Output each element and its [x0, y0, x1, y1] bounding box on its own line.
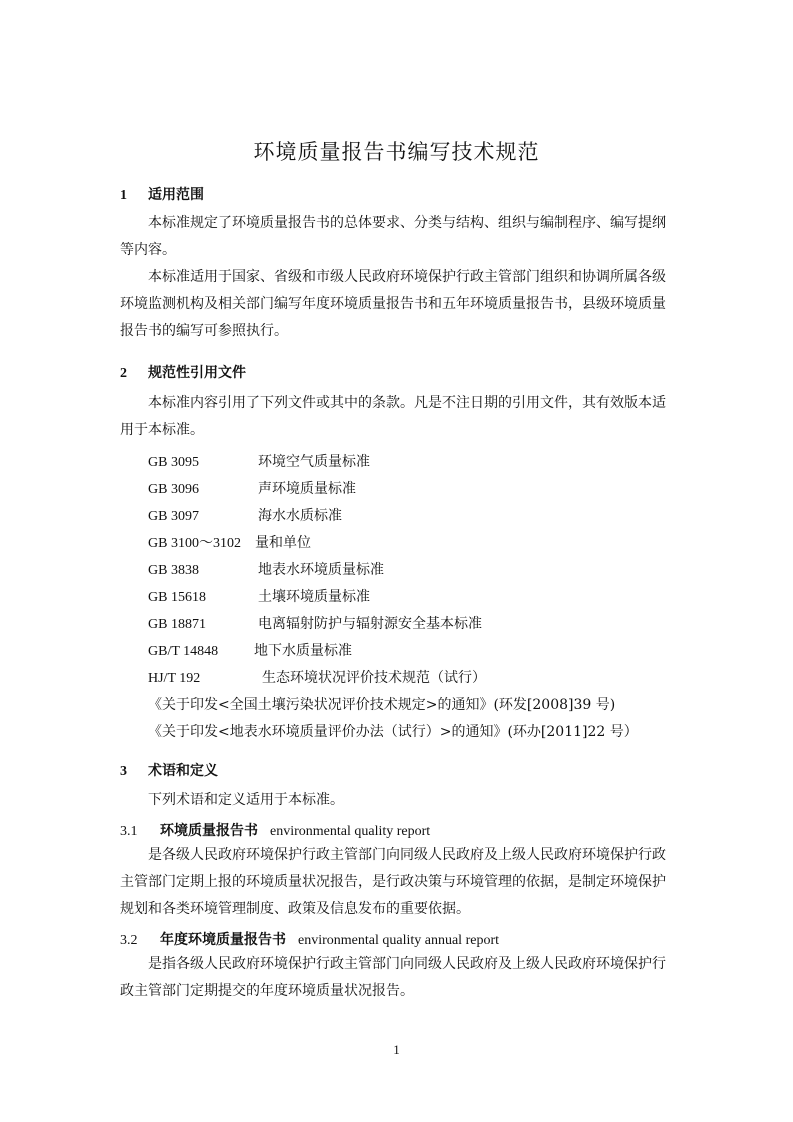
term-number: 3.2 [120, 933, 138, 948]
reference-name: 地下水质量标准 [254, 643, 352, 659]
section-number: 1 [120, 188, 127, 203]
paragraph: 本标准内容引用了下列文件或其中的条款。凡是不注日期的引用文件，其有效版本适用于本标准。 [120, 395, 666, 438]
reference-document: 《关于印发<全国土壤污染状况评价技术规定>的通知》(环发[2008]39 号) [148, 697, 616, 713]
page-title: 环境质量报告书编写技术规范 [253, 140, 540, 164]
reference-item [148, 613, 482, 633]
term-chinese: 年度环境质量报告书 [160, 932, 286, 948]
reference-name: 声环境质量标准 [258, 481, 356, 497]
reference-item [148, 505, 342, 525]
reference-item [148, 532, 311, 552]
term-heading [120, 820, 430, 840]
reference-document: 《关于印发<地表水环境质量评价办法（试行）>的通知》(环办[2011]22 号） [148, 724, 638, 740]
term-definition: 是各级人民政府环境保护行政主管部门向同级人民政府及上级人民政府环境保护行政主管部门定期上报的环境质量状况报告，是行政决策与环境管理的依据，是制定环境保护规划和各类环境管理制度、政策及信息发布的重要依据。 [120, 847, 666, 917]
term-number: 3.1 [120, 824, 138, 839]
reference-code: HJ/T 192 [148, 671, 201, 686]
term-definition: 是指各级人民政府环境保护行政主管部门向同级人民政府及上级人民政府环境保护行政主管部门定期提交的年度环境质量状况报告。 [120, 956, 666, 999]
reference-code: GB 18871 [148, 617, 206, 632]
reference-name: 海水水质标准 [258, 508, 342, 524]
section-number: 3 [120, 764, 127, 779]
reference-item [148, 667, 486, 687]
reference-code: GB 3097 [148, 509, 199, 524]
reference-code: GB 3838 [148, 563, 199, 578]
section-heading-3 [120, 760, 218, 780]
term-english: environmental quality report [270, 824, 431, 839]
section-title: 术语和定义 [148, 763, 218, 779]
paragraph: 下列术语和定义适用于本标准。 [148, 792, 344, 808]
reference-item [148, 478, 356, 498]
reference-code: GB 15618 [148, 590, 206, 605]
section-title: 规范性引用文件 [148, 365, 246, 381]
reference-name: 电离辐射防护与辐射源安全基本标准 [258, 616, 482, 632]
reference-name: 地表水环境质量标准 [258, 562, 384, 578]
reference-name: 环境空气质量标准 [258, 454, 370, 470]
reference-code: GB 3096 [148, 482, 199, 497]
reference-item [148, 451, 370, 471]
reference-item [148, 586, 370, 606]
term-heading [120, 929, 499, 949]
reference-name: 土壤环境质量标准 [258, 589, 370, 605]
reference-item [148, 559, 384, 579]
term-chinese: 环境质量报告书 [160, 823, 258, 839]
paragraph: 本标准规定了环境质量报告书的总体要求、分类与结构、组织与编制程序、编写提纲等内容。 [120, 215, 666, 258]
section-number: 2 [120, 366, 127, 381]
term-english: environmental quality annual report [298, 933, 499, 948]
section-title: 适用范围 [148, 187, 204, 203]
section-heading-1 [120, 184, 204, 204]
reference-code: GB 3095 [148, 455, 199, 470]
reference-name: 生态环境状况评价技术规范（试行） [262, 670, 486, 686]
reference-code: GB 3100～3102 [148, 536, 241, 551]
section-heading-2 [120, 362, 246, 382]
reference-code: GB/T 14848 [148, 644, 219, 659]
page-number: 1 [393, 1042, 400, 1057]
paragraph: 本标准适用于国家、省级和市级人民政府环境保护行政主管部门组织和协调所属各级环境监测机构及相关部门编写年度环境质量报告书和五年环境质量报告书，县级环境质量报告书的编写可参照执行。 [120, 269, 666, 339]
reference-name: 量和单位 [254, 535, 311, 551]
reference-item [148, 640, 352, 660]
